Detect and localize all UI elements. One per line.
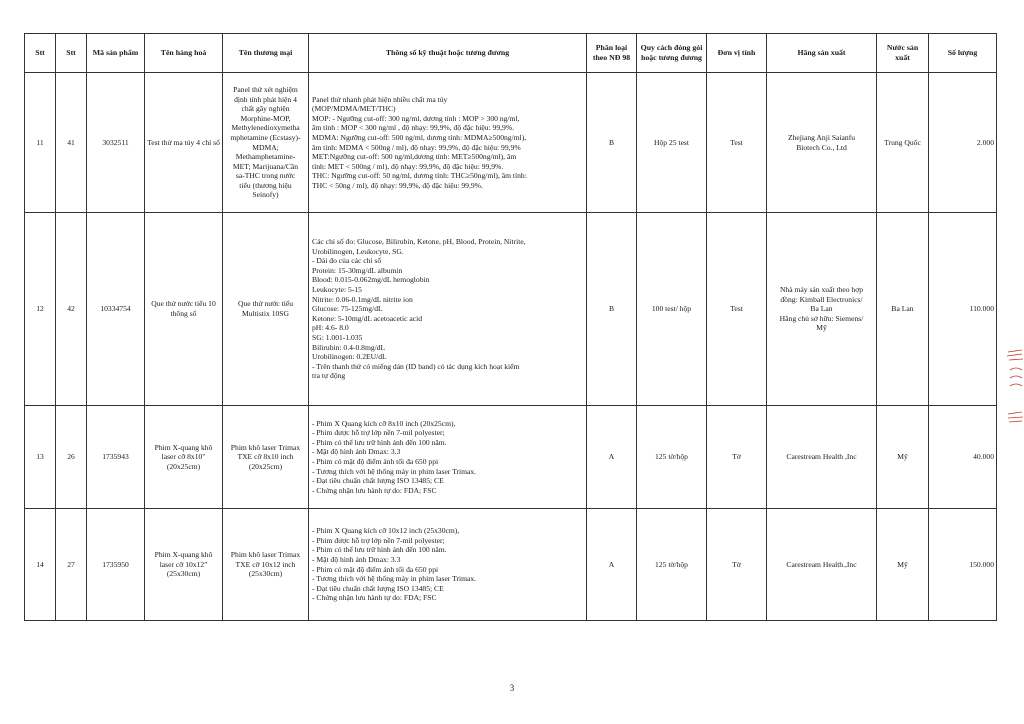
cell-trade-name [223,73,309,213]
cell-spec-line: Urobilinogen: 0.2EU/dL [312,352,387,362]
cell-spec-line: - Phim có thể lưu trữ hình ảnh đến 100 năm. [312,545,447,555]
table-row [25,509,997,621]
cell-spec-line: MDMA: Ngưỡng cut-off: 500 ng/ml, dương tính: MDMA≥500ng/ml), [312,132,527,142]
cell-spec-line: - Dải đo của các chỉ số [312,256,382,266]
header-trade-name: Tên thương mại [223,34,309,73]
cell-spec-line: - Đạt tiêu chuẩn chất lượng ISO 13485; CE [312,583,444,593]
cell-manufacturer-line: đồng: Kimball Electronics/ [780,294,863,304]
cell-product-code: 1735950 [87,509,145,621]
header-unit: Đơn vị tính [707,34,767,73]
cell-spec-line: THC: Ngưỡng cut-off: 50 ng/ml, dương tính: THC≥50ng/ml), âm tính: [312,171,527,181]
cell-spec-line: Leukocyte: 5-15 [312,285,362,295]
cell-spec-line: - Phim được hỗ trợ lớp nền 7-mil polyester; [312,535,445,545]
cell-unit: Tờ [707,509,767,621]
cell-trade-name-line: Que thử nước tiểu [237,299,294,309]
cell-unit: Tờ [707,406,767,509]
cell-unit: Test [707,73,767,213]
cell-trade-name-line: Seinofy) [252,190,279,200]
table-row [25,213,997,406]
cell-trade-name-line: TXE cỡ 8x10 inch [237,452,294,462]
cell-product-name: Test thử ma túy 4 chỉ số [145,73,223,213]
cell-spec-line: - Mật độ hình ảnh Dmax: 3.3 [312,447,401,457]
product-table [24,33,997,621]
cell-spec-line: âm tính: MDMA < 500ng / ml), độ nhạy: 99,9%, độ đặc hiệu: 99,9% [312,142,521,152]
cell-stt-2: 26 [56,406,87,509]
cell-manufacturer-line: Mỹ [816,323,827,333]
cell-trade-name-line: chất gây nghiện [241,104,290,114]
cell-unit: Test [707,213,767,406]
cell-manufacturer-line: Carestream Health ,Inc [786,452,857,462]
cell-manufacturer-line: Nhà máy sản xuất theo hợp [779,285,864,295]
table-row [25,73,997,213]
header-country: Nước sản xuất [877,34,929,73]
cell-spec-line: Bilirubin: 0.4-0.8mg/dL [312,342,386,352]
cell-packaging: 125 tờ/hộp [637,509,707,621]
cell-trade-name-line: (25x30cm) [248,569,283,579]
cell-spec-line: tra tự động [312,371,346,381]
cell-spec-line: Nitrite: 0.06-0.1mg/dL nitrite ion [312,294,413,304]
cell-spec-line: Protein: 15-30mg/dL albumin [312,265,403,275]
cell-product-name: Que thử nước tiểu 10 thông số [145,213,223,406]
header-quantity: Số lượng [929,34,997,73]
cell-manufacturer [767,73,877,213]
cell-trade-name-line: Multistix 10SG [241,309,290,318]
cell-country: Mỹ [877,406,929,509]
cell-packaging: 100 test/ hộp [637,213,707,406]
cell-quantity: 150.000 [929,509,997,621]
cell-trade-name-line: Phim khô laser Trimax [230,550,301,560]
cell-trade-name-line: Methylenedioxymetha [231,123,300,133]
cell-spec-line: pH: 4.6- 8.0 [312,323,349,333]
cell-spec-line: - Phim được hỗ trợ lớp nền 7-mil polyester; [312,428,445,438]
cell-spec [309,73,587,213]
cell-spec-line: THC < 50ng / ml), độ nhạy: 99,9%, độ đặc hiệu: 99,9%. [312,180,483,190]
cell-trade-name [223,406,309,509]
cell-trade-name-line: Morphine-MOP, [240,113,291,123]
cell-manufacturer [767,509,877,621]
cell-trade-name-line: sa-THC trong nước [235,171,296,181]
cell-classification: B [587,213,637,406]
cell-manufacturer-line: Ba Lan [810,304,833,314]
header-product-name: Tên hàng hoá [145,34,223,73]
cell-stt: 12 [25,213,56,406]
cell-spec-line: - Phim X Quang kích cỡ 8x10 inch (20x25cm), [312,418,456,428]
cell-quantity: 2.000 [929,73,997,213]
cell-product-code: 10334754 [87,213,145,406]
cell-manufacturer [767,406,877,509]
cell-country: Trung Quốc [877,73,929,213]
page-number: 3 [509,683,515,693]
cell-quantity: 40.000 [929,406,997,509]
cell-product-code: 3032511 [87,73,145,213]
header-stt: Stt [25,34,56,73]
cell-spec-line: tính: MET < 500ng / ml), độ nhạy: 99,9%, độ đặc hiệu: 99,9%. [312,161,504,171]
cell-spec-line: - Chứng nhận lưu hành tự do: FDA; FSC [312,593,437,603]
cell-spec [309,406,587,509]
cell-product-code: 1735943 [87,406,145,509]
cell-spec-line: - Phim có mật độ điểm ảnh tối đa 650 ppi [312,564,439,574]
cell-spec-line: - Tương thích với hệ thống máy in phim laser Trimax. [312,574,477,584]
header-classification: Phân loại theo NĐ 98 [587,34,637,73]
cell-spec-line: - Phim có mật độ điểm ảnh tối đa 650 ppi [312,457,439,466]
cell-country: Mỹ [877,509,929,621]
cell-spec-line: - Phim có thể lưu trữ hình ảnh đến 100 năm. [312,437,447,447]
cell-stt: 11 [25,73,56,213]
header-stt-2: Stt [56,34,87,73]
cell-spec-line: - Tương thích với hệ thống máy in phim laser Trimax. [312,466,477,476]
cell-stt: 13 [25,406,56,509]
cell-trade-name-line: mphetamine (Ecstasy)- [230,132,301,142]
cell-product-name: Phim X-quang khô laser cỡ 8x10" (20x25cm) [145,406,223,509]
cell-stt-2: 41 [56,73,87,213]
header-packaging: Quy cách đóng gói hoặc tương đương [637,34,707,73]
cell-spec-line: (MOP/MDMA/MET/THC) [312,104,396,114]
cell-spec [309,509,587,621]
cell-spec-line: - Chứng nhận lưu hành tự do: FDA; FSC [312,485,437,495]
cell-packaging: Hộp 25 test [637,73,707,213]
cell-spec-line: Urobilinogen, Leukocyte, SG. [312,246,404,256]
cell-spec [309,213,587,406]
cell-trade-name-line: định tính phát hiện 4 [234,94,297,104]
table-header-row [25,34,997,73]
cell-trade-name-line: Phim khô laser Trimax [230,442,301,452]
cell-classification: A [587,509,637,621]
cell-spec-line: Blood: 0.015-0.062mg/dL hemoglobin [312,275,430,285]
cell-spec-line: Panel thử nhanh phát hiện nhiều chất ma túy [312,94,448,104]
cell-manufacturer-line: Zhejiang Anji Saianfu [787,132,856,142]
cell-classification: A [587,406,637,509]
header-manufacturer: Hãng sản xuất [767,34,877,73]
cell-manufacturer-line: Hãng chủ sở hữu: Siemens/ [779,313,864,323]
cell-spec-line: âm tính : MOP < 300 ng/ml , độ nhạy: 99,9%, độ đặc hiệu: 99,9%. [312,123,515,133]
cell-manufacturer-line: Biotech Co., Ltd [796,142,847,152]
stamp-mark [1004,348,1024,428]
cell-spec-line: - Phim X Quang kích cỡ 10x12 inch (25x30cm), [312,526,460,536]
cell-quantity: 110.000 [929,213,997,406]
cell-trade-name-line: Methamphetamine- [235,152,296,162]
cell-trade-name-line: Panel thử xét nghiệm [233,84,298,94]
cell-spec-line: MET:Ngưỡng cut-off: 500 ng/ml,dương tính: MET≥500ng/ml), âm [312,152,517,162]
cell-spec-line: Ketone: 5-10mg/dL acetoacetic acid [312,313,422,323]
cell-trade-name-line: MET; Marijuana/Cần [232,161,299,171]
cell-spec-line: - Đạt tiêu chuẩn chất lượng ISO 13485; CE [312,476,444,486]
cell-spec-line: Glucose: 75-125mg/dL [312,304,383,314]
cell-spec-line: - Mật độ hình ảnh Dmax: 3.3 [312,554,401,564]
cell-packaging: 125 tờ/hộp [637,406,707,509]
cell-manufacturer [767,213,877,406]
cell-trade-name-line: TXE cỡ 10x12 inch [235,559,296,569]
cell-classification: B [587,73,637,213]
cell-spec-line: - Trên thanh thử có miếng dán (ID band) có tác dụng kích hoạt kiểm [312,361,520,371]
cell-product-name: Phim X-quang khô laser cỡ 10x12" (25x30cm) [145,509,223,621]
table-row [25,406,997,509]
cell-country: Ba Lan [877,213,929,406]
cell-stt-2: 42 [56,213,87,406]
cell-trade-name [223,213,309,406]
cell-stt-2: 27 [56,509,87,621]
cell-trade-name-line: MDMA; [252,142,279,152]
cell-spec-line: SG: 1.001-1.035 [312,332,363,342]
cell-manufacturer-line: Carestream Health.,Inc [786,559,857,569]
product-table-container [24,33,996,621]
cell-spec-line: Các chỉ số đo: Glucose, Bilirubin, Ketone, pH, Blood, Protein, Nitrite, [312,237,526,247]
cell-stt: 14 [25,509,56,621]
cell-trade-name-line: tiểu (thương hiệu [239,180,292,190]
header-spec: Thông số kỹ thuật hoặc tương đương [309,34,587,73]
cell-trade-name [223,509,309,621]
header-product-code: Mã sản phẩm [87,34,145,73]
cell-spec-line: MOP: - Ngưỡng cut-off: 300 ng/ml, dương tính : MOP > 300 ng/ml, [312,113,520,123]
cell-trade-name-line: (20x25cm) [248,461,283,471]
